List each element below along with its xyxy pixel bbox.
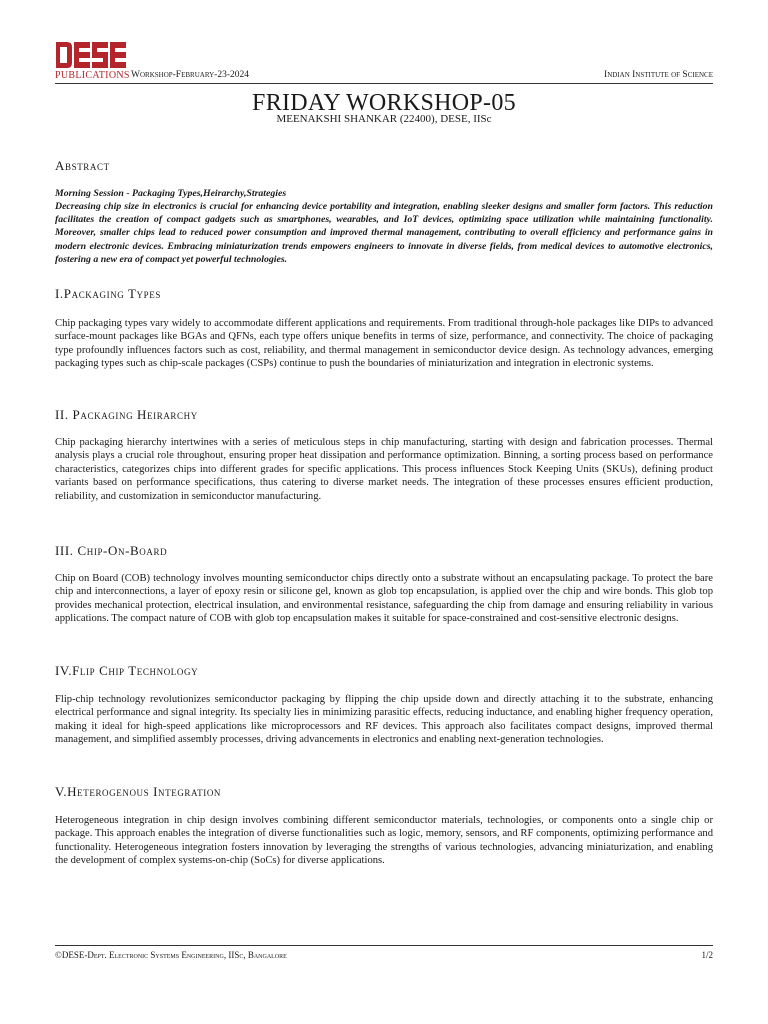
section-heading-packaging-heirarchy: II. Packaging Heirarchy: [55, 407, 198, 422]
abstract-subheading: Morning Session - Packaging Types,Heirarchy,Strategies: [55, 188, 287, 199]
author-line: MEENAKSHI SHANKAR (22400), DESE, IISc: [276, 113, 492, 125]
workshop-date: Workshop-February-23-2024: [131, 70, 249, 80]
footer-rule: [55, 945, 713, 946]
header-rule: [55, 83, 713, 84]
section-body-heterogenous-integration: Heterogeneous integration in chip design involves combining different semiconductor materials, technologies, or components onto a single chip or package. This approach enables the integration of diverse functionalities such as logic, memory, sensors, and RF components, optimizing performance and functionality. Heterogeneous integration fosters innovation by leveraging the strengths of various technologies, advancing miniaturization, and enabling the development of complex systems-on-chip (SoCs) for diverse applications.: [55, 815, 713, 867]
page-title: FRIDAY WORKSHOP-05: [252, 90, 516, 116]
section-body-flip-chip: Flip-chip technology revolutionizes semiconductor packaging by flipping the chip upside down and directly attaching it to the substrate, enhancing electrical performance and signal integrity. Its specialty lies in minimizing parasitic effects, reducing inductance, and enabling higher frequency operation, making it ideal for high-speed applications like microprocessors and RF devices. This approach also facilitates compact designs, improved thermal management, and simplified assembly processes, driving advancements in electronics and enabling next-generation technologies.: [55, 694, 713, 746]
abstract-body: Decreasing chip size in electronics is crucial for enhancing device portability and integration, enabling sleeker designs and smaller form factors. This reduction facilitates the creation of compact gadgets such as smartphones, wearables, and IoT devices, optimizing space utilization while maintaining functionality. Moreover, smaller chips lead to reduced power consumption and improved thermal management, contributing to overall efficiency and performance gains in modern electronic devices. Embracing miniaturization trends empowers engineers to innovate in diverse fields, from medical devices to automotive electronics, fostering a new era of compact yet powerful technologies.: [55, 201, 713, 265]
institute-name: Indian Institute of Science: [604, 70, 713, 80]
publisher-label: PUBLICATIONS: [55, 70, 130, 81]
section-heading-heterogenous-integration: V.Heterogenous Integration: [55, 784, 222, 799]
footer-credit: ©DESE-Dept. Electronic Systems Engineering, IISc, Bangalore: [55, 950, 287, 960]
dese-logo: [55, 41, 127, 69]
section-heading-packaging-types: I.Packaging Types: [55, 286, 161, 301]
section-body-packaging-types: Chip packaging types vary widely to accommodate different applications and requirements. From traditional through-hole packages like DIPs to advanced surface-mount packages like BGAs and QFNs, each type offers unique benefits in terms of size, performance, and connectivity. The choice of packaging type profoundly influences factors such as cost, reliability, and thermal management in semiconductor device design. As technology advances, emerging packaging types such as chip-scale packages (CSPs) continue to push the boundaries of miniaturization and integration in electronic systems.: [55, 318, 713, 370]
document-page: [55, 0, 713, 1024]
section-heading-chip-on-board: III. Chip-On-Board: [55, 543, 168, 558]
abstract-heading: Abstract: [55, 158, 110, 173]
section-body-packaging-heirarchy: Chip packaging hierarchy intertwines with a series of meticulous steps in chip manufacturing, starting with design and fabrication processes. Thermal analysis plays a crucial role throughout, ensuring proper heat dissipation and performance optimization. Binning, a sorting process based on performance characteristics, categorizes chips into different grades for specific applications. This process influences Stock Keeping Units (SKUs), defining product variants based on performance specifications, thus catering to diverse market needs. The integration of these processes ensures efficient production, reliability, and customization in semiconductor manufacturing.: [55, 437, 713, 502]
section-body-chip-on-board: Chip on Board (COB) technology involves mounting semiconductor chips directly onto a substrate without an encapsulating package. To protect the bare chip and interconnections, a layer of epoxy resin or silicone gel, known as glob top encapsulation, is applied over the chip and wire bonds. This glob top provides mechanical protection, electrical insulation, and environmental resistance, safeguarding the chip from damage and ensuring reliability in various applications. The compact nature of COB with glob top encapsulation makes it suitable for space-constrained and cost-sensitive electronic designs.: [55, 573, 713, 625]
page-number: 1/2: [701, 950, 713, 960]
section-heading-flip-chip: IV.Flip Chip Technology: [55, 663, 199, 678]
